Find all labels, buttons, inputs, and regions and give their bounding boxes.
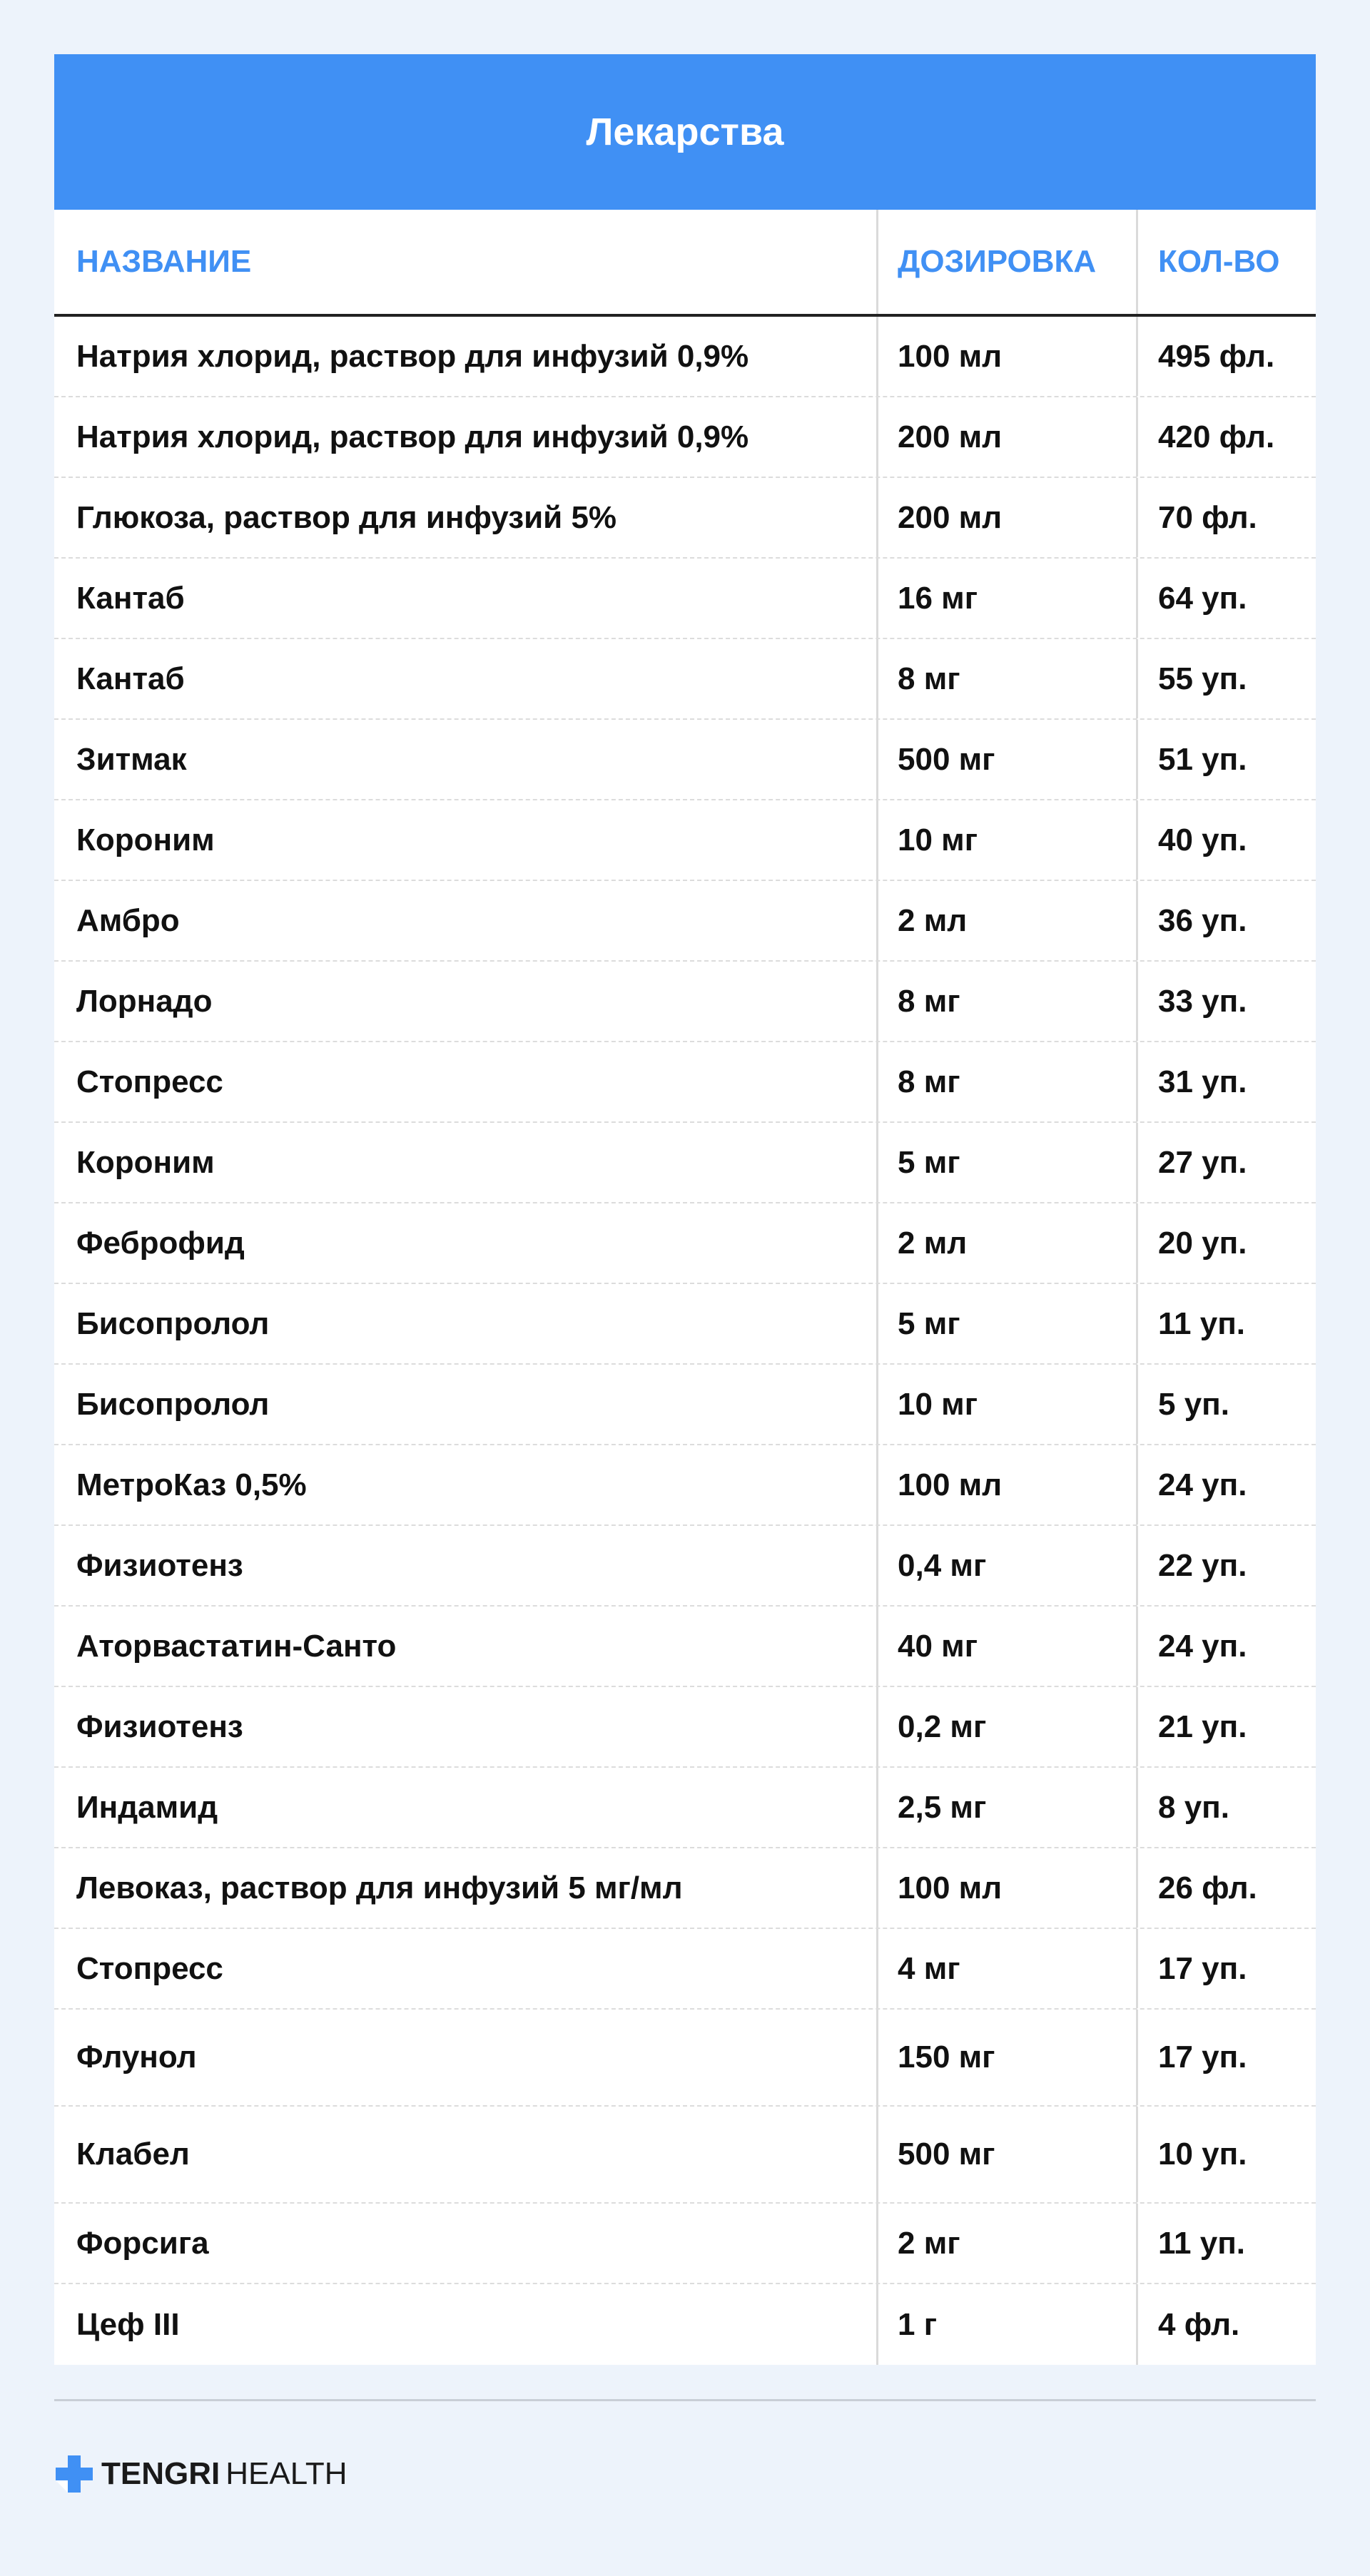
table-row	[54, 720, 1316, 800]
table-row	[54, 478, 1316, 559]
cell-qty: 40 уп.	[1136, 800, 1316, 880]
cell-name: Флунол	[76, 2040, 197, 2074]
cell-qty: 33 уп.	[1136, 962, 1316, 1041]
cell-name: Цеф III	[76, 2306, 180, 2342]
cell-qty: 51 уп.	[1136, 720, 1316, 799]
cell-dose: 500 мг	[876, 2107, 1136, 2202]
cell-dose: 8 мг	[876, 639, 1136, 718]
cell-dose: 2,5 мг	[876, 1768, 1136, 1847]
cell-name: Стопресс	[76, 1064, 223, 1099]
cell-name: Лорнадо	[76, 983, 213, 1019]
cell-dose: 100 мл	[876, 1445, 1136, 1524]
cell-qty: 20 уп.	[1136, 1203, 1316, 1283]
tengri-cross-icon	[54, 2454, 94, 2494]
table-row	[54, 317, 1316, 397]
table-row	[54, 1042, 1316, 1123]
table-row	[54, 2204, 1316, 2284]
cell-qty: 17 уп.	[1136, 2010, 1316, 2105]
cell-dose: 5 мг	[876, 1284, 1136, 1363]
cell-qty: 24 уп.	[1136, 1607, 1316, 1686]
cell-dose: 8 мг	[876, 1042, 1136, 1121]
cell-qty: 64 уп.	[1136, 559, 1316, 638]
cell-name: Глюкоза, раствор для инфузий 5%	[76, 499, 617, 535]
cell-name: Аторвастатин-Санто	[76, 1628, 397, 1664]
cell-dose: 0,2 мг	[876, 1687, 1136, 1766]
table-row	[54, 1445, 1316, 1526]
table-row	[54, 962, 1316, 1042]
cell-dose: 1 г	[876, 2284, 1136, 2365]
cell-dose: 150 мг	[876, 2010, 1136, 2105]
table-row	[54, 800, 1316, 881]
cell-name: Кантаб	[76, 661, 185, 696]
cell-name: Кантаб	[76, 580, 185, 616]
cell-dose: 100 мл	[876, 1848, 1136, 1928]
cell-qty: 22 уп.	[1136, 1526, 1316, 1605]
cell-qty: 420 фл.	[1136, 397, 1316, 477]
cell-dose: 2 мл	[876, 1203, 1136, 1283]
cell-dose: 2 мг	[876, 2204, 1136, 2283]
cell-dose: 40 мг	[876, 1607, 1136, 1686]
cell-name: Индамид	[76, 1789, 218, 1825]
footer-divider	[54, 2399, 1316, 2401]
cell-dose: 5 мг	[876, 1123, 1136, 1202]
table-row	[54, 1768, 1316, 1848]
cell-qty: 31 уп.	[1136, 1042, 1316, 1121]
table-body	[54, 317, 1316, 2365]
cell-name: Форсига	[76, 2225, 209, 2261]
cell-dose: 200 мл	[876, 397, 1136, 477]
cell-name: Короним	[76, 822, 215, 857]
cell-dose: 8 мг	[876, 962, 1136, 1041]
brand-name-bold: TENGRI	[101, 2456, 220, 2491]
table-row	[54, 1848, 1316, 1929]
cell-name: Физиотенз	[76, 1709, 243, 1744]
cell-name: Клабел	[76, 2137, 190, 2172]
cell-name: Левоказ, раствор для инфузий 5 мг/мл	[76, 1870, 683, 1905]
cell-qty: 8 уп.	[1136, 1768, 1316, 1847]
cell-qty: 5 уп.	[1136, 1365, 1316, 1444]
table-row	[54, 397, 1316, 478]
table-row	[54, 1929, 1316, 2010]
table-row	[54, 2010, 1316, 2107]
brand-name-light: HEALTH	[225, 2456, 347, 2491]
cell-qty: 55 уп.	[1136, 639, 1316, 718]
cell-qty: 17 уп.	[1136, 1929, 1316, 2008]
cell-name: Физиотенз	[76, 1547, 243, 1583]
cell-dose: 200 мл	[876, 478, 1136, 557]
cell-name: Феброфид	[76, 1225, 245, 1261]
cell-name: Натрия хлорид, раствор для инфузий 0,9%	[76, 419, 749, 454]
table-row	[54, 1607, 1316, 1687]
cell-name: Бисопролол	[76, 1386, 270, 1422]
cell-qty: 4 фл.	[1136, 2284, 1316, 2365]
brand-logo	[54, 2454, 347, 2494]
cell-dose: 10 мг	[876, 800, 1136, 880]
cell-dose: 0,4 мг	[876, 1526, 1136, 1605]
cell-name: Короним	[76, 1144, 215, 1180]
column-header-qty: КОЛ-ВО	[1136, 210, 1316, 314]
table-row	[54, 1203, 1316, 1284]
brand-name	[101, 2456, 347, 2492]
table-row	[54, 1687, 1316, 1768]
cell-qty: 26 фл.	[1136, 1848, 1316, 1928]
cell-qty: 24 уп.	[1136, 1445, 1316, 1524]
cell-name: Стопресс	[76, 1950, 223, 1986]
cell-qty: 11 уп.	[1136, 1284, 1316, 1363]
cell-dose: 10 мг	[876, 1365, 1136, 1444]
cell-qty: 495 фл.	[1136, 317, 1316, 396]
cell-dose: 500 мг	[876, 720, 1136, 799]
cell-qty: 70 фл.	[1136, 478, 1316, 557]
cell-dose: 16 мг	[876, 559, 1136, 638]
cell-dose: 100 мл	[876, 317, 1136, 396]
cell-dose: 4 мг	[876, 1929, 1136, 2008]
cell-qty: 10 уп.	[1136, 2107, 1316, 2202]
cell-name: Зитмак	[76, 741, 187, 777]
cell-dose: 2 мл	[876, 881, 1136, 960]
cell-name: Бисопролол	[76, 1305, 270, 1341]
cell-qty: 27 уп.	[1136, 1123, 1316, 1202]
cell-name: МетроКаз 0,5%	[76, 1467, 307, 1502]
cell-qty: 36 уп.	[1136, 881, 1316, 960]
table-row	[54, 1526, 1316, 1607]
table-title: Лекарства	[54, 54, 1316, 210]
column-header-name: НАЗВАНИЕ	[76, 244, 252, 279]
cell-name: Амбро	[76, 902, 180, 938]
cell-name: Натрия хлорид, раствор для инфузий 0,9%	[76, 338, 749, 374]
medicines-table-card	[54, 54, 1316, 2365]
table-row	[54, 559, 1316, 639]
table-row	[54, 881, 1316, 962]
table-row	[54, 2284, 1316, 2365]
table-header	[54, 210, 1316, 317]
column-header-dose: ДОЗИРОВКА	[876, 210, 1136, 314]
table-row	[54, 1365, 1316, 1445]
table-row	[54, 1284, 1316, 1365]
table-row	[54, 2107, 1316, 2204]
cell-qty: 21 уп.	[1136, 1687, 1316, 1766]
table-row	[54, 639, 1316, 720]
table-row	[54, 1123, 1316, 1203]
cell-qty: 11 уп.	[1136, 2204, 1316, 2283]
